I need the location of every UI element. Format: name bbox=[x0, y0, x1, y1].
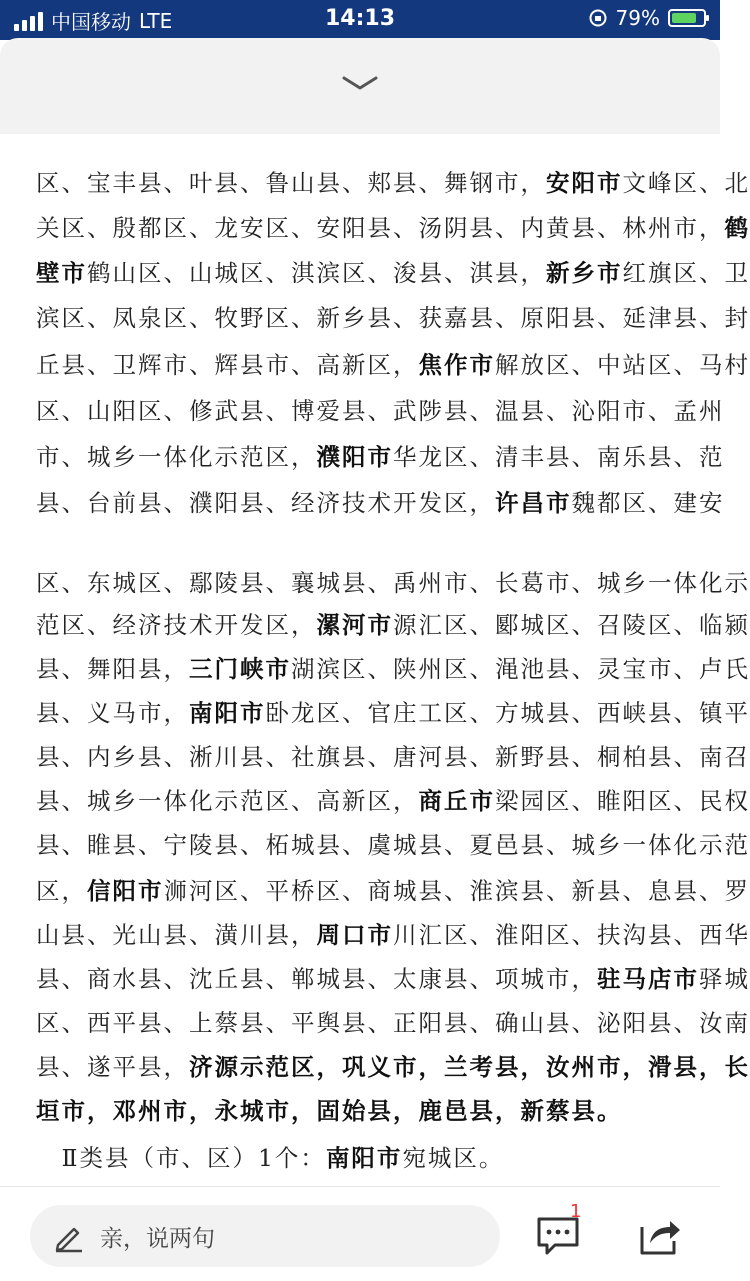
article-line bbox=[36, 782, 690, 816]
line-text: 驿城 bbox=[699, 965, 750, 993]
line-text: 华龙区、清丰县、南乐县、范 bbox=[393, 443, 725, 471]
line-text: 文峰区、北 bbox=[623, 169, 750, 197]
line-text: 区、宝丰县、叶县、鲁山县、郏县、舞钢市， bbox=[36, 169, 546, 197]
chevron-down-icon[interactable] bbox=[340, 72, 380, 96]
article-line bbox=[36, 872, 690, 906]
place-name-bold: 安阳市 bbox=[546, 169, 623, 197]
article-line bbox=[36, 299, 690, 333]
line-text: 县、城乡一体化示范区、高新区， bbox=[36, 787, 419, 815]
article-line bbox=[36, 606, 690, 640]
place-name-bold: 许昌市 bbox=[495, 489, 572, 517]
place-name-bold: 壁市 bbox=[36, 259, 87, 287]
line-text: 县、台前县、濮阳县、经济技术开发区， bbox=[36, 489, 495, 517]
article-line bbox=[36, 164, 690, 198]
place-name-bold: 鹤 bbox=[725, 214, 750, 242]
battery-percent: 79% bbox=[616, 6, 660, 30]
line-text: 区， bbox=[36, 877, 87, 905]
line-text: 红旗区、卫 bbox=[623, 259, 750, 287]
line-text: 县、睢县、宁陵县、柘城县、虞城县、夏邑县、城乡一体化示范 bbox=[36, 831, 750, 859]
sheet-header bbox=[0, 38, 720, 134]
article-line bbox=[36, 346, 690, 380]
line-text: 县、商水县、沈丘县、郸城县、太康县、项城市， bbox=[36, 965, 597, 993]
rotation-lock-icon bbox=[588, 8, 608, 28]
article-line bbox=[36, 209, 690, 243]
line-text: 县、遂平县， bbox=[36, 1053, 189, 1081]
article-line bbox=[36, 1048, 690, 1082]
line-text: 卧龙区、官庄工区、方城县、西峡县、镇平 bbox=[266, 699, 750, 727]
article-line bbox=[36, 738, 690, 772]
place-name-bold: 商丘市 bbox=[419, 787, 496, 815]
place-name-bold: 信阳市 bbox=[87, 877, 164, 905]
article-line bbox=[36, 694, 690, 728]
line-text: 宛城区。 bbox=[402, 1144, 504, 1172]
comment-placeholder: 亲，说两句 bbox=[100, 1220, 215, 1253]
place-name-bold: 濮阳市 bbox=[317, 443, 394, 471]
network-type: LTE bbox=[139, 9, 172, 33]
line-text: 源汇区、郾城区、召陵区、临颍 bbox=[393, 611, 750, 639]
article-line bbox=[36, 1004, 690, 1038]
line-text: 梁园区、睢阳区、民权 bbox=[495, 787, 750, 815]
status-right bbox=[588, 6, 706, 30]
status-time: 14:13 bbox=[0, 6, 720, 31]
article-content bbox=[0, 134, 720, 1186]
line-text: 区、西平县、上蔡县、平舆县、正阳县、确山县、泌阳县、汝南 bbox=[36, 1009, 750, 1037]
battery-icon bbox=[668, 9, 706, 27]
bottom-toolbar bbox=[0, 1186, 720, 1281]
place-name-bold: 漯河市 bbox=[317, 611, 394, 639]
share-icon[interactable] bbox=[636, 1213, 682, 1257]
place-name-bold: 南阳市 bbox=[326, 1144, 403, 1172]
line-text: 区、山阳区、修武县、博爱县、武陟县、温县、沁阳市、孟州 bbox=[36, 397, 725, 425]
carrier-name: 中国移动 bbox=[51, 6, 131, 35]
article-line bbox=[36, 484, 690, 518]
line-text: 滨区、凤泉区、牧野区、新乡县、获嘉县、原阳县、延津县、封 bbox=[36, 304, 750, 332]
place-name-bold: 驻马店市 bbox=[597, 965, 699, 993]
article-line bbox=[36, 826, 690, 860]
place-name-bold: 济源示范区，巩义市，兰考县，汝州市，滑县，长 bbox=[189, 1053, 750, 1081]
line-text: 鹤山区、山城区、淇滨区、浚县、淇县， bbox=[87, 259, 546, 287]
comment-input[interactable] bbox=[30, 1205, 500, 1267]
line-text: 市、城乡一体化示范区， bbox=[36, 443, 317, 471]
article-line bbox=[36, 254, 690, 288]
line-text: Ⅱ类县（市、区）1个： bbox=[36, 1144, 326, 1172]
line-text: 浉河区、平桥区、商城县、淮滨县、新县、息县、罗 bbox=[164, 877, 750, 905]
line-text: 川汇区、淮阳区、扶沟县、西华 bbox=[393, 921, 750, 949]
place-name-bold: 周口市 bbox=[317, 921, 394, 949]
pencil-icon bbox=[52, 1219, 86, 1253]
status-bar bbox=[0, 0, 720, 40]
place-name-bold: 三门峡市 bbox=[189, 655, 291, 683]
line-text: 关区、殷都区、龙安区、安阳县、汤阴县、内黄县、林州市， bbox=[36, 214, 725, 242]
article-line bbox=[36, 1139, 690, 1173]
line-text: 山县、光山县、潢川县， bbox=[36, 921, 317, 949]
place-name-bold: 垣市，邓州市，永城市，固始县，鹿邑县，新蔡县。 bbox=[36, 1097, 623, 1125]
place-name-bold: 南阳市 bbox=[189, 699, 266, 727]
line-text: 范区、经济技术开发区， bbox=[36, 611, 317, 639]
article-line bbox=[36, 392, 690, 426]
article-line bbox=[36, 1092, 690, 1126]
line-text: 县、舞阳县， bbox=[36, 655, 189, 683]
article-line bbox=[36, 650, 690, 684]
place-name-bold: 新乡市 bbox=[546, 259, 623, 287]
article-line bbox=[36, 438, 690, 472]
place-name-bold: 焦作市 bbox=[419, 351, 496, 379]
comment-count-badge: 1 bbox=[570, 1201, 581, 1222]
line-text: 区、东城区、鄢陵县、襄城县、禹州市、长葛市、城乡一体化示 bbox=[36, 569, 750, 597]
battery-fill bbox=[672, 13, 696, 23]
line-text: 丘县、卫辉市、辉县市、高新区， bbox=[36, 351, 419, 379]
article-line bbox=[36, 960, 690, 994]
article-line bbox=[36, 916, 690, 950]
line-text: 湖滨区、陕州区、渑池县、灵宝市、卢氏 bbox=[291, 655, 750, 683]
article-line bbox=[36, 564, 690, 598]
line-text: 魏都区、建安 bbox=[572, 489, 725, 517]
line-text: 县、内乡县、淅川县、社旗县、唐河县、新野县、桐柏县、南召 bbox=[36, 743, 750, 771]
line-text: 县、义马市， bbox=[36, 699, 189, 727]
line-text: 解放区、中站区、马村 bbox=[495, 351, 750, 379]
